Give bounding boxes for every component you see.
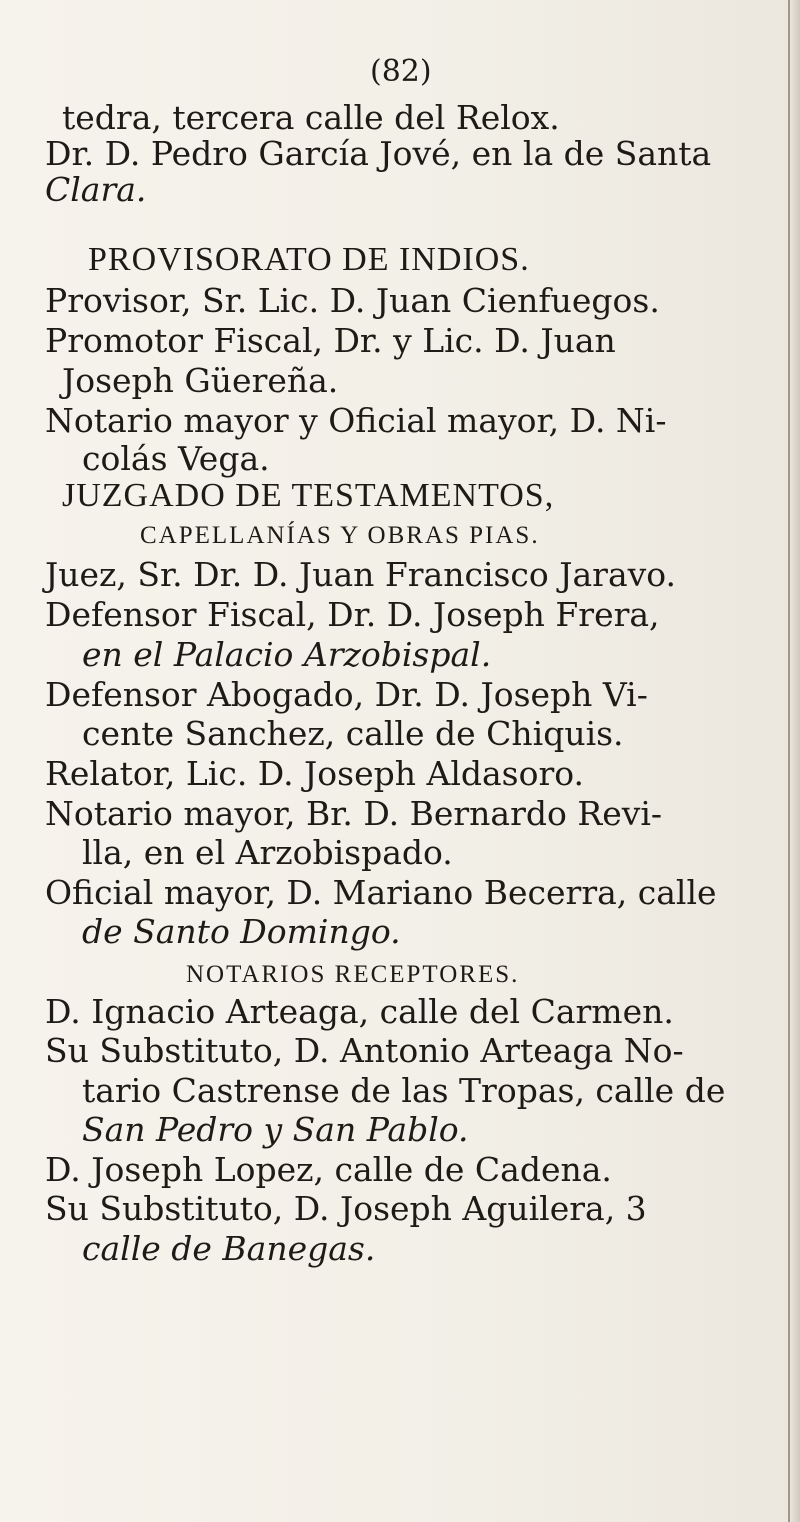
text-line: tario Castrense de las Tropas, calle de [82, 1071, 726, 1110]
text-line: tedra, tercera calle del Relox. [62, 98, 560, 137]
text-line: Joseph Güereña. [62, 361, 339, 400]
text-line: D. Ignacio Arteaga, calle del Carmen. [45, 992, 674, 1031]
section-subheading: NOTARIOS RECEPTORES. [186, 961, 520, 988]
text-line: San Pedro y San Pablo. [82, 1110, 469, 1149]
text-line: Relator, Lic. D. Joseph Aldasoro. [45, 754, 585, 793]
text-line: en el Palacio Arzobispal. [82, 635, 492, 674]
text-line: Notario mayor, Br. D. Bernardo Revi- [45, 794, 663, 833]
text-line: D. Joseph Lopez, calle de Cadena. [45, 1150, 612, 1189]
text-line: de Santo Domingo. [82, 912, 401, 951]
section-subheading: CAPELLANÍAS Y OBRAS PIAS. [140, 522, 540, 549]
text-line: Juez, Sr. Dr. D. Juan Francisco Jaravo. [45, 555, 677, 594]
text-line: calle de Banegas. [82, 1229, 376, 1268]
text-line: Oficial mayor, D. Mariano Becerra, calle [45, 873, 717, 912]
text-line: Provisor, Sr. Lic. D. Juan Cienfuegos. [45, 281, 660, 320]
page-number: (82) [370, 54, 432, 89]
text-line: Notario mayor y Oficial mayor, D. Ni- [45, 401, 667, 440]
text-line: Defensor Abogado, Dr. D. Joseph Vi- [45, 675, 648, 714]
text-line: Su Substituto, D. Joseph Aguilera, 3 [45, 1189, 647, 1228]
text-line: Su Substituto, D. Antonio Arteaga No- [45, 1031, 684, 1070]
page-edge [788, 0, 800, 1522]
text-line: colás Vega. [82, 439, 270, 478]
text-line: lla, en el Arzobispado. [82, 833, 453, 872]
text-line: Dr. D. Pedro García Jové, en la de Santa [45, 134, 712, 173]
text-line: Defensor Fiscal, Dr. D. Joseph Frera, [45, 595, 660, 634]
text-line: Promotor Fiscal, Dr. y Lic. D. Juan [45, 321, 616, 360]
section-heading: JUZGADO DE TESTAMENTOS, [62, 477, 555, 514]
text-line: cente Sanchez, calle de Chiquis. [82, 714, 624, 753]
section-heading: PROVISORATO DE INDIOS. [88, 241, 530, 278]
text-line: Clara. [45, 170, 147, 209]
